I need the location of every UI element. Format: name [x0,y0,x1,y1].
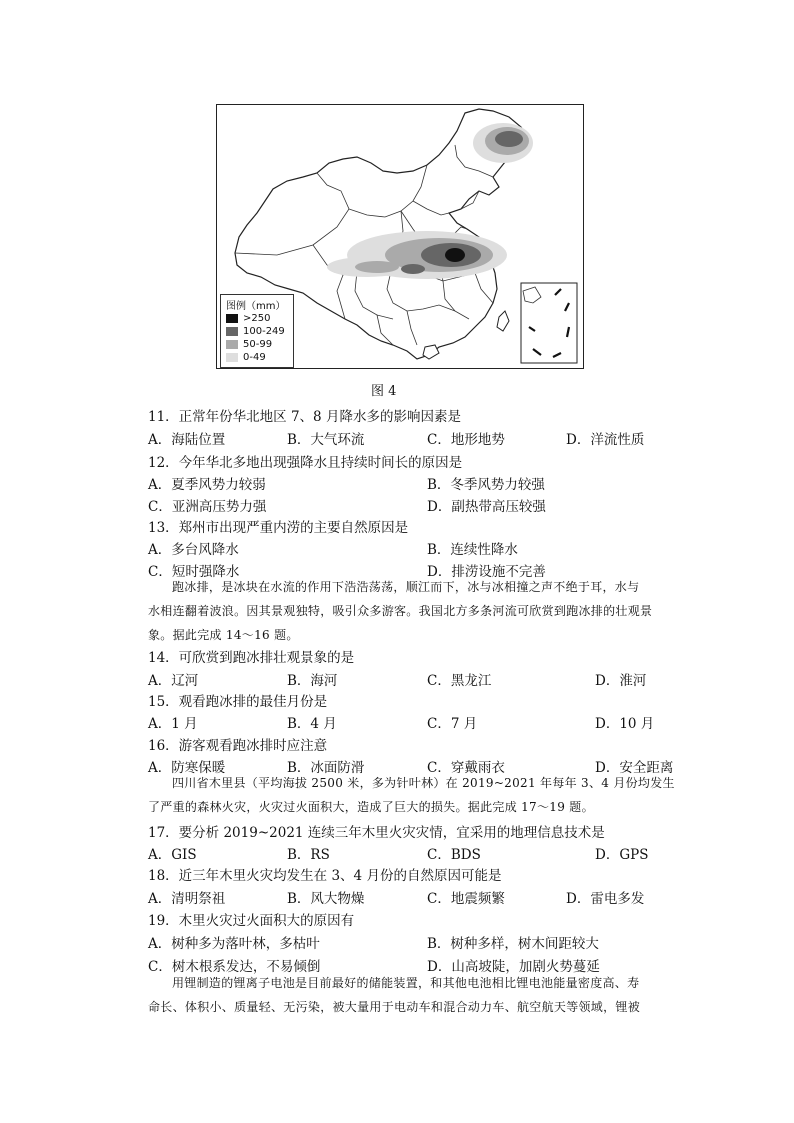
legend-label: >250 [243,312,271,324]
legend-swatch [226,327,238,336]
q19-option-b: B．树种多样，树木间距较大 [427,936,599,952]
question-13-stem: 13．郑州市出现严重内涝的主要自然原因是 [148,520,409,536]
question-12-stem: 12．今年华北多地出现强降水且持续时间长的原因是 [148,455,463,471]
q17-option-a: A．GIS [148,847,197,863]
q16-option-b: B．冰面防滑 [287,760,365,776]
q11-option-d: D．洋流性质 [566,432,645,448]
passage-line: 命长、体积小、质量轻、无污染，被大量用于电动车和混合动力车、航空航天等领域，锂被 [148,1000,641,1014]
rainfall-over-250 [445,248,465,262]
question-18-stem: 18．近三年木里火灾均发生在 3、4 月份的自然原因可能是 [148,868,502,884]
q14-option-a: A．辽河 [148,673,199,689]
question-14-stem: 14．可欣赏到跑冰排壮观景象的是 [148,650,355,666]
legend-label: 50-99 [243,338,273,350]
q11-option-c: C．地形地势 [427,432,505,448]
figure-caption: 图 4 [371,384,397,399]
passage-line: 四川省木里县（平均海拔 2500 米，多为针叶林）在 2019~2021 年每年 3、4 月份均发生 [172,776,675,790]
q12-option-b: B．冬季风势力较强 [427,477,545,493]
question-16-stem: 16．游客观看跑冰排时应注意 [148,738,328,754]
q15-option-d: D．10 月 [595,716,655,732]
q19-option-c: C．树木根系发达，不易倾倒 [148,959,321,975]
q13-option-b: B．连续性降水 [427,542,518,558]
hainan-island [423,345,439,359]
legend-swatch [226,353,238,362]
q16-option-d: D．安全距离 [595,760,674,776]
q16-option-c: C．穿戴雨衣 [427,760,505,776]
q14-option-b: B．海河 [287,673,338,689]
passage-line: 用锂制造的锂离子电池是目前最好的储能装置，和其他电池相比锂电池能量密度高、寿 [172,976,640,990]
q18-option-c: C．地震频繁 [427,891,505,907]
passage-line: 象。据此完成 14～16 题。 [148,628,299,642]
q15-option-a: A．1 月 [148,716,198,732]
q14-option-c: C．黑龙江 [427,673,492,689]
taiwan-island [497,311,509,331]
passage-lithium [148,971,680,1019]
rainfall-map [216,104,584,369]
q13-option-d: D．排涝设施不完善 [427,564,546,580]
map-legend [220,294,294,368]
legend-swatch [226,340,238,349]
legend-item [226,351,266,363]
legend-label: 0-49 [243,351,266,363]
legend-item [226,338,272,350]
q17-option-b: B．RS [287,847,330,863]
passage-line: 跑冰排，是冰块在水流的作用下浩浩荡荡，顺江而下，冰与冰相撞之声不绝于耳，水与 [172,580,640,594]
q18-option-d: D．雷电多发 [566,891,645,907]
q12-option-d: D．副热带高压较强 [427,499,546,515]
q12-option-c: C．亚洲高压势力强 [148,499,267,515]
q17-option-c: C．BDS [427,847,481,863]
q12-option-a: A．夏季风势力较弱 [148,477,266,493]
legend-title: 图例（mm） [226,301,286,312]
passage-line: 水相连翻着波浪。因其景观独特，吸引众多游客。我国北方多条河流可欣赏到跑冰排的壮观景 [148,604,653,618]
question-11-stem: 11．正常年份华北地区 7、8 月降水多的影响因素是 [148,409,461,425]
passage-ice-run [148,575,680,647]
q11-option-a: A．海陆位置 [148,432,226,448]
q19-option-a: A．树种多为落叶林，多枯叶 [148,936,320,952]
legend-item [226,325,285,337]
q17-option-d: D．GPS [595,847,649,863]
q14-option-d: D．淮河 [595,673,647,689]
q15-option-c: C．7 月 [427,716,478,732]
passage-muli-fire [148,771,680,819]
question-19-stem: 19．木里火灾过火面积大的原因有 [148,913,355,929]
south-china-sea-inset [521,283,577,363]
q13-option-a: A．多台风降水 [148,542,239,558]
q11-option-b: B．大气环流 [287,432,365,448]
q18-option-a: A．清明祭祖 [148,891,226,907]
question-15-stem: 15．观看跑冰排的最佳月份是 [148,694,328,710]
legend-item [226,312,270,324]
legend-label: 100-249 [243,325,285,337]
question-17-stem: 17．要分析 2019~2021 连续三年木里火灾灾情，宜采用的地理信息技术是 [148,825,605,841]
q15-option-b: B．4 月 [287,716,337,732]
q19-option-d: D．山高坡陡，加剧火势蔓延 [427,959,600,975]
q16-option-a: A．防寒保暖 [148,760,226,776]
q18-option-b: B．风大物燥 [287,891,365,907]
legend-swatch [226,314,238,323]
q13-option-c: C．短时强降水 [148,564,240,580]
passage-line: 了严重的森林火灾，火灾过火面积大，造成了巨大的损失。据此完成 17～19 题。 [148,800,594,814]
